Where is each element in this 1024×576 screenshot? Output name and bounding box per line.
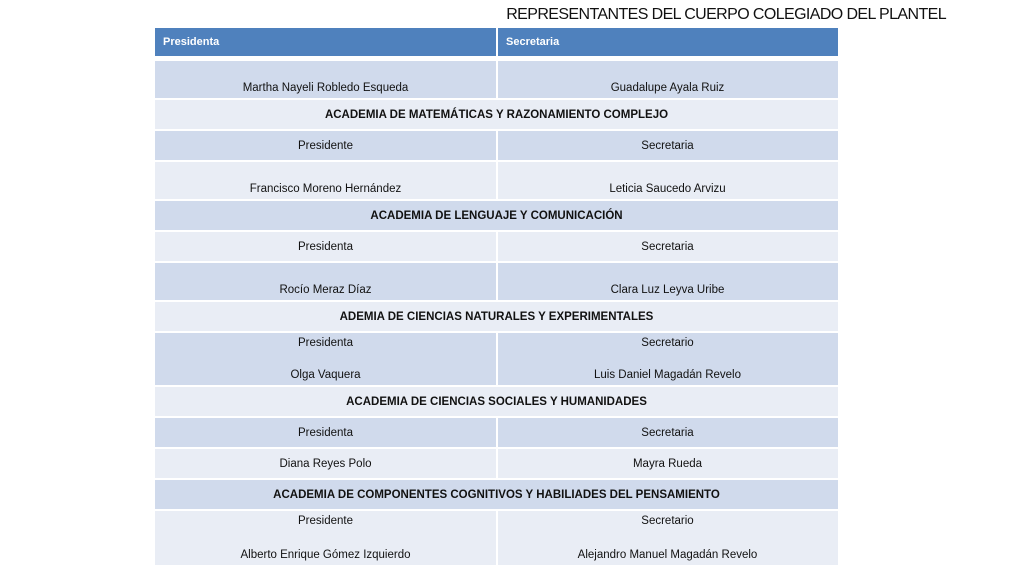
academy-title: ACADEMIA DE LENGUAJE Y COMUNICACIÓN bbox=[370, 209, 623, 222]
table-row bbox=[155, 61, 838, 100]
academy-heading-row bbox=[155, 302, 838, 333]
right-cell bbox=[496, 511, 837, 565]
role-right: Secretario bbox=[641, 337, 694, 349]
role-right: Secretaria bbox=[496, 418, 837, 447]
table-row bbox=[155, 449, 838, 480]
right-cell bbox=[496, 333, 837, 385]
table-row bbox=[155, 333, 838, 387]
role-left: Presidenta bbox=[298, 426, 353, 439]
name-left: Francisco Moreno Hernández bbox=[249, 183, 402, 195]
name-right: Leticia Saucedo Arvizu bbox=[496, 162, 837, 199]
name-left: Diana Reyes Polo bbox=[279, 457, 372, 470]
academy-title: ACADEMIA DE MATEMÁTICAS Y RAZONAMIENTO COMPLEJO bbox=[324, 108, 669, 121]
table-row bbox=[155, 418, 838, 449]
table-row bbox=[155, 511, 838, 565]
academy-title: ACADEMIA DE COMPONENTES COGNITIVOS Y HABILIADES DEL PENSAMIENTO bbox=[273, 488, 720, 501]
role-left: Presidenta bbox=[298, 240, 353, 253]
name-right: Luis Daniel Magadán Revelo bbox=[593, 369, 742, 381]
academy-heading-row bbox=[155, 201, 838, 232]
role-right: Secretario bbox=[641, 515, 694, 527]
header-secretaria: Secretaria bbox=[496, 28, 837, 56]
name-right: Clara Luz Leyva Uribe bbox=[496, 263, 837, 300]
table-row bbox=[155, 162, 838, 201]
table-row bbox=[155, 232, 838, 263]
role-left: Presidente bbox=[298, 515, 353, 527]
name-right: Mayra Rueda bbox=[496, 449, 837, 478]
name-right: Alejandro Manuel Magadán Revelo bbox=[577, 549, 758, 561]
name-right: Guadalupe Ayala Ruiz bbox=[496, 61, 837, 98]
academy-title: ADEMIA DE CIENCIAS NATURALES Y EXPERIMENTALES bbox=[339, 310, 654, 323]
table-row bbox=[155, 131, 838, 162]
table-header-row bbox=[155, 28, 838, 58]
name-left: Rocío Meraz Díaz bbox=[279, 284, 372, 296]
left-cell bbox=[155, 511, 496, 565]
academy-heading-row bbox=[155, 387, 838, 418]
role-left: Presidente bbox=[298, 139, 353, 152]
name-left: Martha Nayeli Robledo Esqueda bbox=[242, 82, 409, 94]
header-presidenta: Presidenta bbox=[163, 36, 220, 48]
name-left: Alberto Enrique Gómez Izquierdo bbox=[240, 549, 411, 561]
table-row bbox=[155, 263, 838, 302]
role-right: Secretaria bbox=[496, 232, 837, 261]
name-left: Olga Vaquera bbox=[290, 369, 361, 381]
role-left: Presidenta bbox=[298, 337, 353, 349]
academy-heading-row bbox=[155, 480, 838, 511]
role-right: Secretaria bbox=[496, 131, 837, 160]
representatives-table bbox=[155, 28, 838, 565]
slide-title: REPRESENTANTES DEL CUERPO COLEGIADO DEL PLANTEL bbox=[506, 6, 946, 23]
academy-title: ACADEMIA DE CIENCIAS SOCIALES Y HUMANIDADES bbox=[346, 395, 647, 408]
academy-heading-row bbox=[155, 100, 838, 131]
left-cell bbox=[155, 333, 496, 385]
